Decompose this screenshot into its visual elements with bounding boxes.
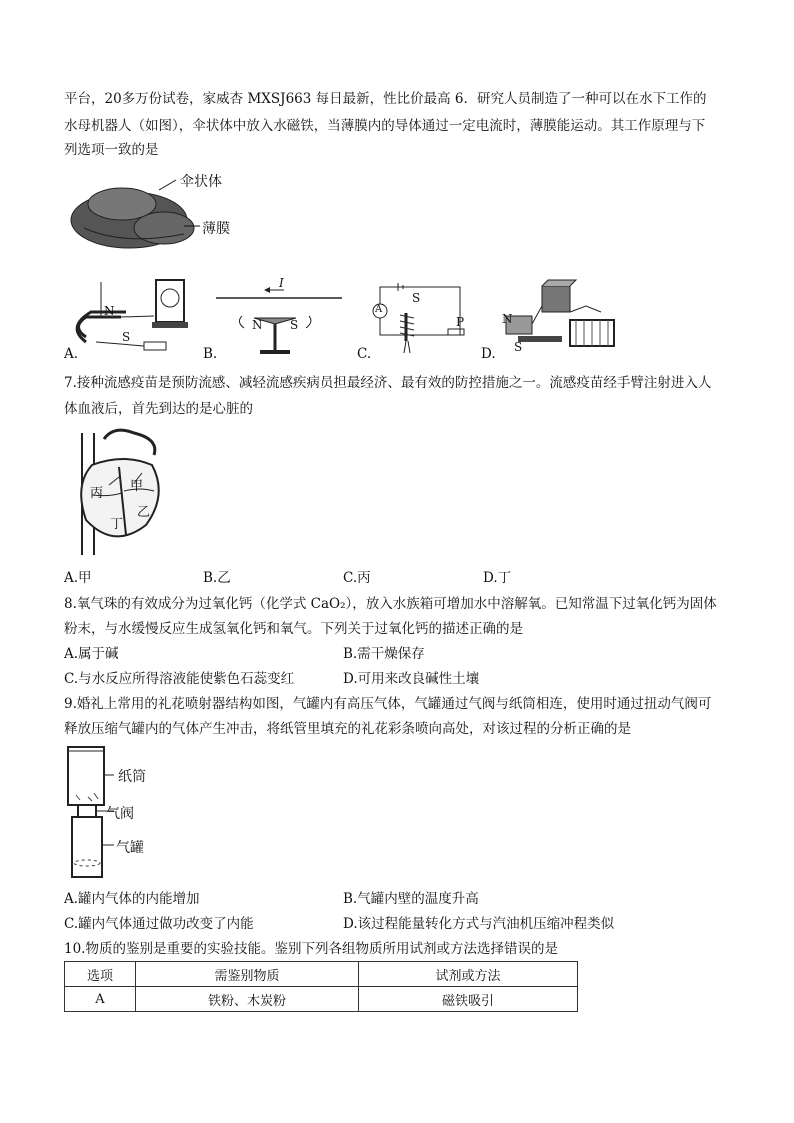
q8-option-c[interactable]: C.与水反应所得溶液能使紫色石蕊变红 bbox=[64, 671, 295, 687]
q7-option-d[interactable]: D.丁 bbox=[483, 570, 512, 586]
q7-option-b[interactable]: B.乙 bbox=[203, 570, 231, 586]
confetti-cannon-figure bbox=[64, 745, 174, 880]
q9-option-d[interactable]: D.该过程能量转化方式与汽油机压缩冲程类似 bbox=[343, 916, 615, 932]
q7-option-a[interactable]: A.甲 bbox=[64, 570, 92, 586]
option-b-diagram bbox=[214, 278, 344, 358]
heart-label-ding: 丁 bbox=[110, 517, 124, 532]
table-cell: 铁粉、木炭粉 bbox=[136, 987, 359, 1012]
option-d-s-label: S bbox=[514, 340, 523, 354]
option-a-s-label: S bbox=[122, 330, 131, 344]
table-cell: A bbox=[65, 987, 136, 1012]
table-header: 需鉴别物质 bbox=[136, 962, 359, 987]
q6-option-c[interactable]: C. bbox=[357, 346, 372, 362]
q9-option-a[interactable]: A.罐内气体的内能增加 bbox=[64, 891, 200, 907]
q7-line-2: 体血液后，首先到达的是心脏的 bbox=[64, 401, 253, 417]
table-cell: 磁铁吸引 bbox=[359, 987, 578, 1012]
q6-line-3: 列选项一致的是 bbox=[64, 142, 159, 158]
table-row bbox=[65, 987, 578, 1012]
option-c-p-label: P bbox=[456, 315, 465, 329]
table-header-row bbox=[65, 962, 578, 987]
q6-option-d[interactable]: D. bbox=[481, 346, 496, 362]
heart-figure bbox=[64, 425, 174, 560]
q9-line-2: 释放压缩气罐内的气体产生冲击，将纸管里填充的礼花彩条喷向高处，对该过程的分析正确的是 bbox=[64, 721, 631, 737]
q6-option-b[interactable]: B. bbox=[203, 346, 218, 362]
option-d-diagram bbox=[496, 276, 626, 358]
q10-line-1: 10.物质的鉴别是重要的实验技能。鉴别下列各组物质所用试剂或方法选择错误的是 bbox=[64, 941, 558, 957]
q8-option-a[interactable]: A.属于碱 bbox=[64, 646, 119, 662]
q8-line-1: 8.氧气珠的有效成分为过氧化钙（化学式 CaO₂），放入水族箱可增加水中溶解氧。已知常温下过氧化钙为固体 bbox=[64, 596, 717, 612]
ammeter-label: A bbox=[375, 304, 383, 315]
q7-line-1: 7.接种流感疫苗是预防流感、减轻流感疾病员担最经济、最有效的防控措施之一。流感疫苗经手臂注射进入人 bbox=[64, 375, 712, 391]
table-header: 试剂或方法 bbox=[359, 962, 578, 987]
option-c-diagram bbox=[370, 283, 470, 358]
option-b-n-label: N bbox=[252, 318, 263, 332]
option-b-s-label: S bbox=[290, 318, 299, 332]
heart-label-yi: 乙 bbox=[137, 505, 151, 520]
q8-option-b[interactable]: B.需干燥保存 bbox=[343, 646, 425, 662]
q9-option-c[interactable]: C.罐内气体通过做功改变了内能 bbox=[64, 916, 254, 932]
option-c-s-label: S bbox=[412, 291, 421, 305]
option-b-current-label: I bbox=[279, 276, 284, 290]
q6-line-2: 水母机器人（如图），伞状体中放入水磁铁，当薄膜内的导体通过一定电流时，薄膜能运动。其工作原理与下 bbox=[64, 118, 706, 134]
umbrella-label: 伞状体 bbox=[180, 174, 222, 190]
option-a-n-label: N bbox=[104, 304, 115, 318]
q8-line-2: 粉末，与水缓慢反应生成氢氧化钙和氧气。下列关于过氧化钙的描述正确的是 bbox=[64, 621, 523, 637]
q8-option-d[interactable]: D.可用来改良碱性土壤 bbox=[343, 671, 480, 687]
option-a-diagram bbox=[66, 272, 196, 360]
q9-line-1: 9.婚礼上常用的礼花喷射器结构如图，气罐内有高压气体，气罐通过气阀与纸筒相连，使用时通过扭动气阀可 bbox=[64, 696, 712, 712]
gas-can-label: 气罐 bbox=[116, 840, 144, 856]
q6-option-a[interactable]: A. bbox=[64, 346, 79, 362]
heart-label-bing: 丙 bbox=[90, 486, 104, 501]
q10-table bbox=[64, 961, 578, 1012]
option-d-n-label: N bbox=[502, 312, 513, 326]
q7-option-c[interactable]: C.丙 bbox=[343, 570, 371, 586]
jellyfish-robot-figure bbox=[64, 168, 234, 260]
paper-tube-label: 纸筒 bbox=[118, 769, 146, 785]
film-label: 薄膜 bbox=[202, 221, 230, 237]
q9-option-b[interactable]: B.气罐内壁的温度升高 bbox=[343, 891, 479, 907]
q6-line-1: 平台，20多万份试卷，家威杏 MXSJ663 每日最新，性比价最高 6．研究人员制造了一种可以在水下工作的 bbox=[64, 91, 707, 107]
valve-label: 气阀 bbox=[106, 806, 134, 822]
table-header: 选项 bbox=[65, 962, 136, 987]
heart-label-jia: 甲 bbox=[130, 479, 144, 494]
